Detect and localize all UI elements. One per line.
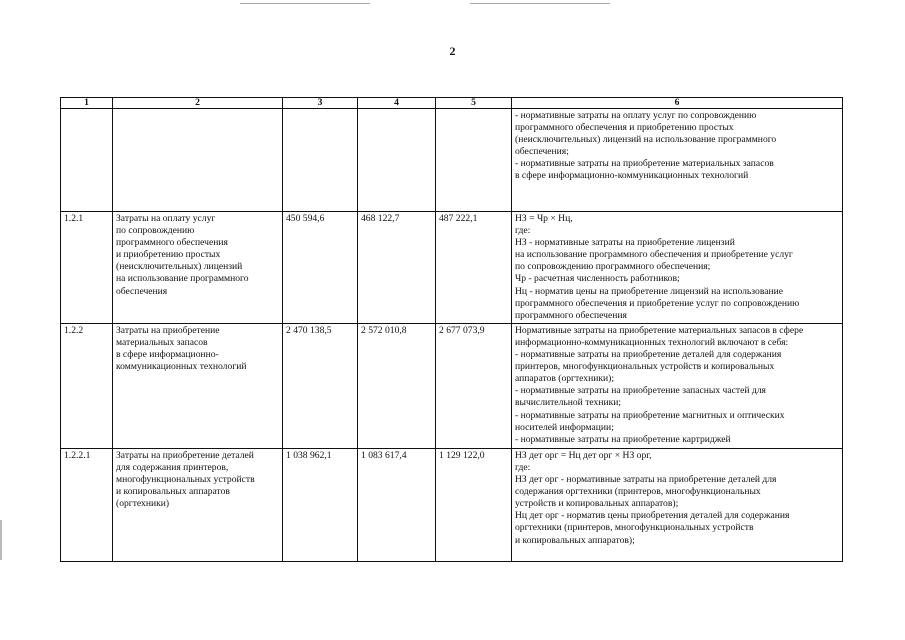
- scan-artifact: [240, 3, 370, 4]
- name-cell: [113, 109, 283, 212]
- scan-artifact: [470, 3, 610, 4]
- value-cell-5: 1 129 122,0: [436, 448, 512, 561]
- header-cell-2: 2: [113, 98, 283, 109]
- page-number: 2: [449, 44, 456, 58]
- method-cell: НЗ дет орг = Нц дет орг × НЗ орг, где: НЗ дет орг - нормативные затраты на приобретение деталей для содержания оргтехники (принтеров, многофункциональных устройств и копировальных аппаратов); Нц дет орг - норматив цены приобретения деталей для содержания оргтехники (принтеров, многофункциональных устройств и копировальных аппаратов);: [512, 448, 843, 561]
- value-cell-3: [283, 109, 358, 212]
- value-cell-3: 1 038 962,1: [283, 448, 358, 561]
- value-cell-5: 487 222,1: [436, 212, 512, 324]
- value-cell-5: 2 677 073,9: [436, 323, 512, 448]
- header-cell-1: 1: [61, 98, 113, 109]
- header-cell-5: 5: [436, 98, 512, 109]
- code-cell: [61, 109, 113, 212]
- table-row: [61, 448, 843, 561]
- value-cell-5: [436, 109, 512, 212]
- value-cell-4: 468 122,7: [358, 212, 436, 324]
- code-cell: 1.2.2: [61, 323, 113, 448]
- table-row: [61, 109, 843, 212]
- header-cell-3: 3: [283, 98, 358, 109]
- name-cell: Затраты на приобретение деталей для содержания принтеров, многофункциональных устройств и копировальных аппаратов (оргтехники): [113, 448, 283, 561]
- header-cell-6: 6: [512, 98, 843, 109]
- code-cell: 1.2.1: [61, 212, 113, 324]
- name-cell: Затраты на оплату услуг по сопровождению программного обеспечения и приобретению простых (неисключительных) лицензий на использование программного обеспечения: [113, 212, 283, 324]
- method-cell: - нормативные затраты на оплату услуг по сопровождению программного обеспечения и приобретению простых (неисключительных) лицензий на использование программного обеспечения; - нормативные затраты на приобретение материальных запасов в сфере информационно-коммуникационных технологий: [512, 109, 843, 212]
- cost-table: [60, 97, 843, 562]
- value-cell-3: 450 594,6: [283, 212, 358, 324]
- value-cell-4: 1 083 617,4: [358, 448, 436, 561]
- method-cell: НЗ = Чр × Нц, где: НЗ - нормативные затраты на приобретение лицензий на использование программного обеспечения и приобретение услуг по сопровождению программного обеспечения; Чр - расчетная численность работников; Нц - норматив цены на приобретение лицензий на использование программного обеспечения и приобретение услуг по сопровождению программного обеспечения: [512, 212, 843, 324]
- header-cell-4: 4: [358, 98, 436, 109]
- header-row: [61, 98, 843, 109]
- code-cell: 1.2.2.1: [61, 448, 113, 561]
- table-row: [61, 212, 843, 324]
- value-cell-4: 2 572 010,8: [358, 323, 436, 448]
- scan-artifact: [0, 520, 2, 560]
- value-cell-3: 2 470 138,5: [283, 323, 358, 448]
- value-cell-4: [358, 109, 436, 212]
- method-cell: Нормативные затраты на приобретение материальных запасов в сфере информационно-коммуникационных технологий включают в себя: - нормативные затраты на приобретение деталей для содержания принтеров, многофункциональных устройств и копировальных аппаратов (оргтехники); - нормативные затраты на приобретение запасных частей для вычислительной техники; - нормативные затраты на приобретение магнитных и оптических носителей информации; - нормативные затраты на приобретение картриджей: [512, 323, 843, 448]
- table-row: [61, 323, 843, 448]
- name-cell: Затраты на приобретение материальных запасов в сфере информационно- коммуникационных технологий: [113, 323, 283, 448]
